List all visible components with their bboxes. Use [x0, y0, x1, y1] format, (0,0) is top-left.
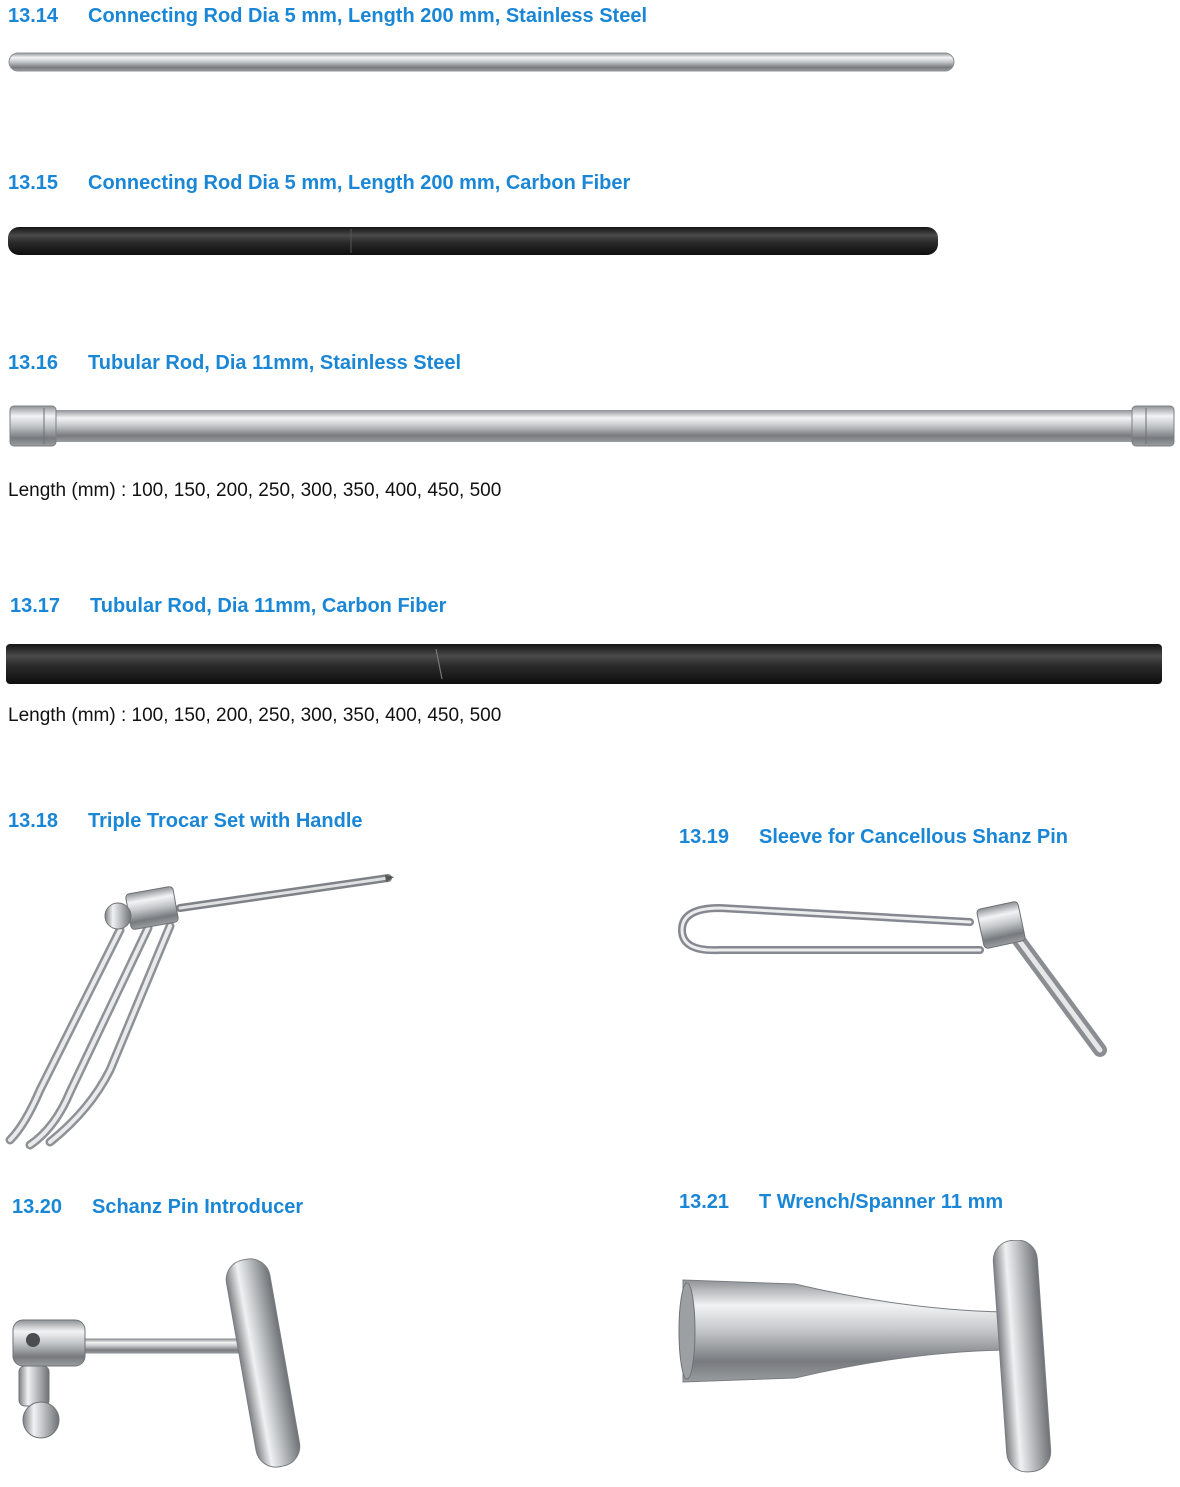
- product-code: 13.14: [8, 5, 59, 27]
- stainless-steel-tubular-rod-image: [6, 402, 1178, 450]
- product-title: Connecting Rod Dia 5 mm, Length 200 mm, Stainless Steel: [88, 5, 648, 27]
- product-title: Tubular Rod, Dia 11mm, Carbon Fiber: [90, 595, 447, 617]
- length-options-13-17: Length (mm) : 100, 150, 200, 250, 300, 350, 400, 450, 500: [8, 705, 502, 726]
- product-title: Schanz Pin Introducer: [92, 1196, 304, 1218]
- triple-trocar-set-image: [0, 860, 420, 1160]
- product-code: 13.19: [679, 826, 730, 848]
- product-heading-13-18: [8, 810, 363, 833]
- product-heading-13-14: [8, 5, 647, 28]
- product-heading-13-15: [8, 172, 630, 195]
- product-heading-13-21: [679, 1191, 1003, 1214]
- product-code: 13.20: [12, 1196, 63, 1218]
- product-title: Connecting Rod Dia 5 mm, Length 200 mm, Carbon Fiber: [88, 172, 631, 194]
- product-heading-13-16: [8, 352, 461, 375]
- product-code: 13.18: [8, 810, 59, 832]
- product-code: 13.21: [679, 1191, 730, 1213]
- carbon-fiber-tubular-rod-image: [4, 641, 1166, 689]
- product-title: Triple Trocar Set with Handle: [88, 810, 363, 832]
- carbon-fiber-rod-image: [6, 225, 942, 257]
- schanz-pin-introducer-image: [5, 1250, 335, 1480]
- t-wrench-spanner-image: [675, 1240, 1095, 1480]
- length-options-13-16: Length (mm) : 100, 150, 200, 250, 300, 350, 400, 450, 500: [8, 480, 502, 501]
- cancellous-shanz-pin-sleeve-image: [670, 880, 1120, 1070]
- product-title: Sleeve for Cancellous Shanz Pin: [759, 826, 1068, 848]
- product-code: 13.15: [8, 172, 59, 194]
- product-title: Tubular Rod, Dia 11mm, Stainless Steel: [88, 352, 462, 374]
- product-title: T Wrench/Spanner 11 mm: [759, 1191, 1004, 1213]
- product-heading-13-20: [12, 1196, 303, 1219]
- product-code: 13.16: [8, 352, 59, 374]
- product-heading-13-17: [10, 595, 446, 618]
- product-heading-13-19: [679, 826, 1068, 849]
- product-code: 13.17: [10, 595, 61, 617]
- stainless-steel-rod-image: [8, 50, 958, 76]
